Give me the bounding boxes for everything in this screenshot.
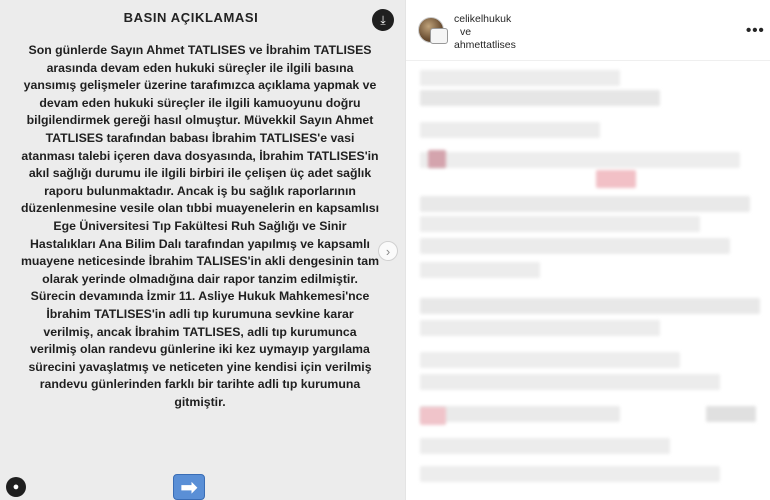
- list-item: [420, 238, 730, 254]
- chevron-right-icon: ›: [385, 243, 391, 259]
- author-link-ahmettatlises[interactable]: ahmettatlises: [454, 39, 516, 51]
- user-tags-button[interactable]: [6, 477, 26, 497]
- post-body: Son günlerde Sayın Ahmet TATLISES ve İbrahim TATLISES arasında devam eden hukuki süreçler ile ilgili basına yansımış gelişmeler üzerine tarafımızca açıklama yapmak ve devam eden hukuki süreçler ile ilgili kamuoyunu doğru bilgilendirmek gereği hasıl olmuştur. Müvekkil Sayın Ahmet TATLISES tarafından babası İbrahim TATLISES'e vasi atanması talebi içeren dava dosyasında, İbrahim TATLISES'in akıl sağlığı durumu ile ilgili birbiri ile çelişen üç adet sağlık raporu bulunmaktadır. Ancak iş bu sağlık raporlarının düzenlenmesine vesile olan tıbbi muayenelerin en kapsamlısı Ege Üniversitesi Tıp Fakültesi Ruh Sağlığı ve Sinir Hastalıkları Ana Bilim Dalı tarafından yapılmış ve kapsamlı muayene neticesinde İbrahim TALISES'in akli dengesinin tam olarak yerinde olmadığına dair rapor tanzim edilmiştir. Sürecin devamında İzmir 11. Asliye Hukuk Mahkemesi'nce İbrahim TATLISES'in adli tıp kurumuna sevkine karar verilmiş, ancak İbrahim TATLISES, adli tıp kurumunca verilmiş olan randevu günlerine iki kez uymayıp yargılama sürecini yavaşlatmış ve neticeten yine kendisi için verilmiş randevu günlerinden farklı bir tarihte adli tıp kurumuna gitmiştir.: [20, 43, 380, 409]
- list-item: [420, 406, 620, 422]
- list-item: [420, 122, 600, 138]
- list-item: [428, 150, 446, 168]
- list-item: [420, 298, 760, 314]
- more-options-button[interactable]: •••: [746, 22, 765, 39]
- next-slide-button[interactable]: [378, 241, 398, 261]
- post-header: [406, 0, 770, 61]
- list-item: [596, 170, 636, 188]
- author-connector: ve: [460, 26, 472, 38]
- list-item: [420, 152, 740, 168]
- list-item: [420, 90, 660, 106]
- list-item: [420, 352, 680, 368]
- list-item: [706, 406, 756, 422]
- post-sidebar: [405, 0, 770, 500]
- avatar-secondary[interactable]: [430, 28, 448, 44]
- author-block: [454, 13, 516, 52]
- list-item: [420, 216, 700, 232]
- arrow-right-emoji: ➡: [173, 474, 205, 500]
- list-item: [420, 438, 670, 454]
- download-button[interactable]: [372, 9, 394, 31]
- list-item: [420, 320, 660, 336]
- post-title: BASIN AÇIKLAMASI: [123, 10, 259, 25]
- list-item: [420, 374, 720, 390]
- list-item: [420, 262, 540, 278]
- list-item: [420, 196, 750, 212]
- list-item: [420, 407, 446, 425]
- download-icon: ⤓: [380, 12, 386, 27]
- list-item: [420, 70, 620, 86]
- user-icon: ●: [12, 481, 20, 493]
- author-link-celikelhukuk[interactable]: celikelhukuk: [454, 13, 512, 25]
- comments-list-blurred: [406, 62, 770, 500]
- list-item: [420, 466, 720, 482]
